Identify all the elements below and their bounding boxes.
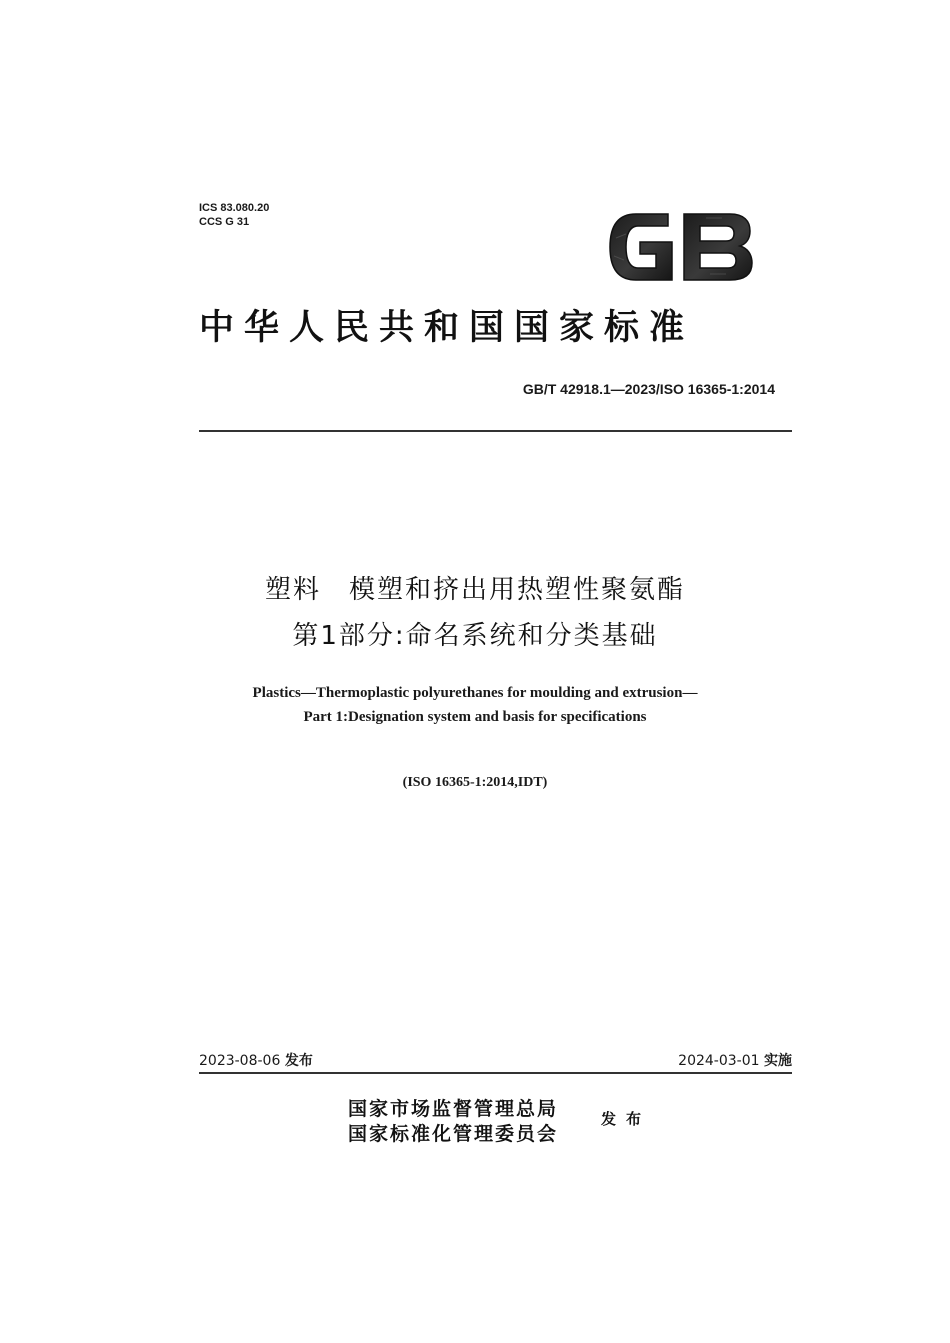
issuer-sac: 国家标准化管理委员会: [348, 1123, 559, 1145]
english-title-line-2: Part 1:Designation system and basis for specifications: [303, 709, 647, 725]
ics-code: ICS 83.080.20: [199, 202, 270, 214]
ccs-code: CCS G 31: [199, 216, 250, 228]
issuing-authorities: [348, 1097, 558, 1147]
standard-number: GB/T 42918.1—2023/ISO 16365-1:2014: [522, 381, 775, 397]
effective-date-value: 2024-03-01: [678, 1053, 760, 1069]
gb-logo: [606, 208, 754, 286]
iso-equivalence-reference: (ISO 16365-1:2014,IDT): [402, 775, 548, 790]
country-standard-title: 中华人民共和国国家标准: [199, 307, 695, 348]
issue-date-value: 2023-08-06: [199, 1053, 281, 1069]
bottom-divider: [199, 1072, 792, 1074]
classification-codes: [199, 201, 269, 229]
issuer-samr: 国家市场监督管理总局: [348, 1098, 559, 1120]
effective-date-label: 实施: [764, 1053, 792, 1069]
publish-label: 发布: [601, 1110, 652, 1128]
issue-date: [199, 1051, 313, 1071]
chinese-title-line-1: 塑料 模塑和挤出用热塑性聚氨酯: [264, 575, 685, 605]
top-divider: [199, 430, 792, 432]
effective-date: [678, 1051, 792, 1071]
issue-date-label: 发布: [284, 1053, 313, 1069]
chinese-title-line-2: 第1部分:命名系统和分类基础: [292, 621, 658, 651]
english-title-line-1: Plastics—Thermoplastic polyurethanes for moulding and extrusion—: [252, 685, 698, 701]
